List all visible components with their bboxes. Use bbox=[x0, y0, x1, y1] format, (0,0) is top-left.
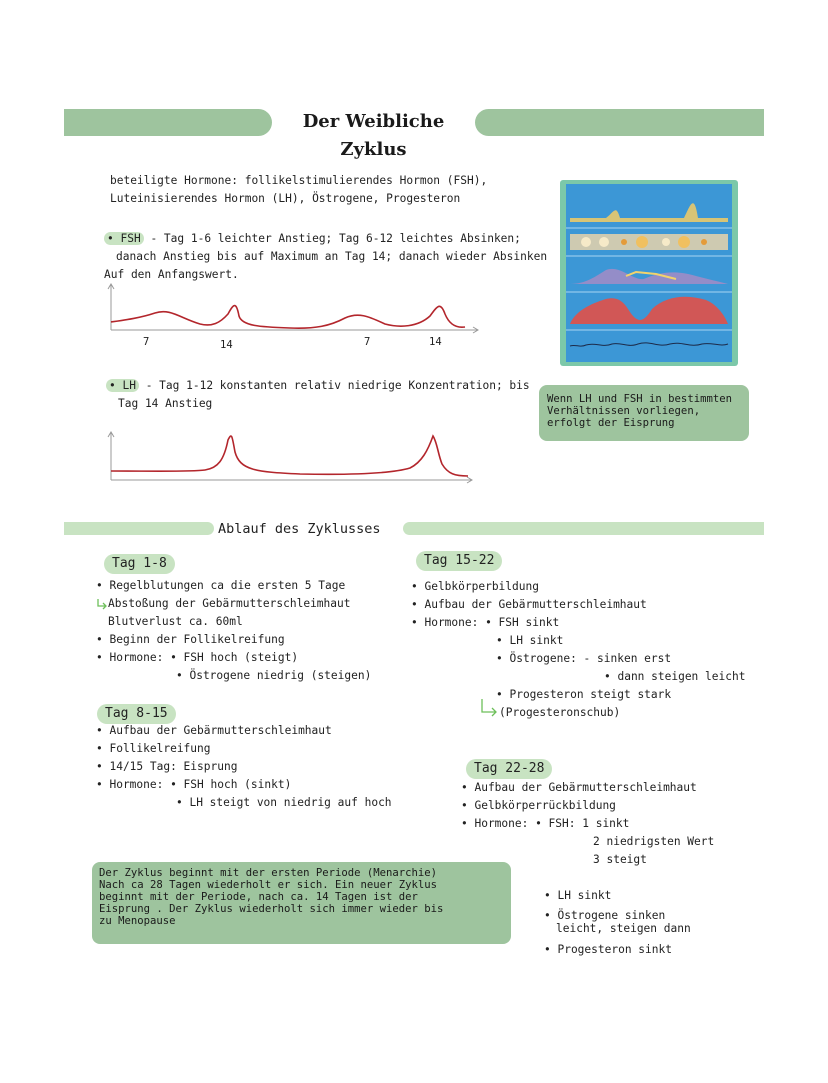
block-tag-8-15 bbox=[96, 722, 392, 812]
tag-1-8-line-3: Blutverlust ca. 60ml bbox=[108, 615, 243, 628]
fsh-tick-2: 14 bbox=[220, 339, 233, 351]
tag-22-28-line-1: • Aufbau der Gebärmutterschleimhaut bbox=[461, 781, 697, 794]
section-bar-right bbox=[403, 522, 764, 535]
block-tag-15-22 bbox=[411, 578, 745, 722]
tag-15-22-line-4: • LH sinkt bbox=[496, 634, 564, 647]
lh-curve bbox=[111, 436, 468, 476]
tag-8-15-line-1: • Aufbau der Gebärmutterschleimhaut bbox=[96, 724, 332, 737]
lh-label: • LH bbox=[106, 379, 139, 392]
tag-15-22-line-5: • Östrogene: - sinken erst bbox=[496, 652, 672, 665]
cycle-diagram-drawing bbox=[566, 184, 732, 362]
tag-8-15-line-5: • LH steigt von niedrig auf hoch bbox=[176, 796, 392, 809]
tag-1-8-line-2-text: Abstoßung der Gebärmutterschleimhaut bbox=[108, 597, 351, 610]
cycle-diagram-inner bbox=[566, 184, 732, 362]
fsh-label: • FSH bbox=[104, 232, 144, 245]
tag-15-22-line-3: • Hormone: • FSH sinkt bbox=[411, 616, 560, 629]
note-zyklus-line-3: beginnt mit der Periode, nach ca. 14 Tagen ist der bbox=[99, 891, 418, 903]
block-tag-22-28 bbox=[461, 779, 714, 869]
lh-description bbox=[106, 377, 536, 413]
fsh-tick-3: 7 bbox=[364, 336, 371, 348]
tag-1-8-line-4: • Beginn der Follikelreifung bbox=[96, 633, 285, 646]
intro-line-2: Luteinisierendes Hormon (LH), Östrogene, Progesteron bbox=[110, 192, 461, 205]
tag-1-8-line-1: • Regelblutungen ca die ersten 5 Tage bbox=[96, 579, 346, 592]
tag-8-15-line-3: • 14/15 Tag: Eisprung bbox=[96, 760, 238, 773]
note-eisprung bbox=[539, 385, 749, 441]
tag-22-28-line-7a: • Östrogene sinken bbox=[544, 909, 666, 922]
block-tag-22-28-cont bbox=[544, 887, 691, 959]
heading-tag-15-22: Tag 15-22 bbox=[416, 551, 502, 571]
heading-tag-1-8: Tag 1-8 bbox=[104, 554, 175, 574]
tag-1-8-line-2 bbox=[96, 595, 371, 613]
note-zyklus bbox=[92, 862, 511, 944]
heading-tag-8-15: Tag 8-15 bbox=[97, 704, 176, 724]
note-zyklus-line-4: Eisprung . Der Zyklus wiederholt sich immer wieder bis bbox=[99, 903, 444, 915]
tag-15-22-line-7: • Progesteron steigt stark bbox=[496, 688, 672, 701]
page-title: Der Weibliche Zyklus bbox=[302, 111, 445, 160]
fsh-curve bbox=[111, 306, 465, 329]
cycle-diagram-image bbox=[560, 180, 738, 366]
fsh-tick-4: 14 bbox=[429, 336, 442, 348]
section-bar-left bbox=[64, 522, 214, 535]
fsh-line-1: - Tag 1-6 leichter Anstieg; Tag 6-12 leichtes Absinken; bbox=[143, 232, 521, 245]
tag-15-22-line-1: • Gelbkörperbildung bbox=[411, 580, 539, 593]
intro-text bbox=[110, 172, 487, 208]
note-zyklus-line-1: Der Zyklus beginnt mit der ersten Periode (Menarchie) bbox=[99, 867, 438, 879]
tag-1-8-line-5: • Hormone: • FSH hoch (steigt) bbox=[96, 651, 299, 664]
tag-22-28-line-5: 3 steigt bbox=[593, 853, 647, 866]
title-bar-left bbox=[64, 109, 272, 136]
lh-line-2: Tag 14 Anstieg bbox=[118, 397, 213, 410]
fsh-tick-1: 7 bbox=[143, 336, 150, 348]
fsh-line-2: danach Anstieg bis auf Maximum an Tag 14; danach wieder Absinken bbox=[116, 250, 548, 263]
note-zyklus-line-5: zu Menopause bbox=[99, 915, 176, 927]
tag-1-8-line-6: • Östrogene niedrig (steigen) bbox=[176, 669, 372, 682]
tag-22-28-line-2: • Gelbkörperrückbildung bbox=[461, 799, 616, 812]
note-eisprung-line-1: Wenn LH und FSH in bestimmten bbox=[547, 393, 732, 405]
tag-15-22-line-8-text: (Progesteronschub) bbox=[499, 706, 621, 719]
tag-22-28-line-4: 2 niedrigsten Wert bbox=[593, 835, 715, 848]
fsh-description bbox=[104, 230, 554, 284]
intro-line-1: beteiligte Hormone: follikelstimulierendes Hormon (FSH), bbox=[110, 174, 488, 187]
tag-8-15-line-2: • Follikelreifung bbox=[96, 742, 211, 755]
note-eisprung-line-3: erfolgt der Eisprung bbox=[547, 417, 675, 429]
section-title: Ablauf des Zyklusses bbox=[218, 521, 381, 537]
tag-15-22-line-6: • dann steigen leicht bbox=[604, 670, 746, 683]
arrow-icon bbox=[479, 698, 499, 718]
note-eisprung-line-2: Verhältnissen vorliegen, bbox=[547, 405, 701, 417]
tag-22-28-line-8: • Progesteron sinkt bbox=[544, 943, 672, 956]
fsh-label-text: FSH bbox=[120, 232, 141, 245]
tag-15-22-line-8 bbox=[411, 704, 745, 722]
lh-line-1: - Tag 1-12 konstanten relativ niedrige Konzentration; bis bbox=[138, 379, 530, 392]
lh-label-text: LH bbox=[122, 379, 136, 392]
lh-curve-chart bbox=[100, 428, 485, 488]
tag-22-28-line-3: • Hormone: • FSH: 1 sinkt bbox=[461, 817, 630, 830]
arrow-icon bbox=[96, 598, 108, 610]
block-tag-1-8 bbox=[96, 577, 371, 685]
title-bar-right bbox=[475, 109, 764, 136]
tag-22-28-line-7b: leicht, steigen dann bbox=[556, 922, 691, 935]
note-zyklus-line-2: Nach ca 28 Tagen wiederholt er sich. Ein neuer Zyklus bbox=[99, 879, 438, 891]
tag-22-28-line-6: • LH sinkt bbox=[544, 889, 612, 902]
fsh-curve-chart bbox=[100, 280, 485, 350]
fsh-line-3: Auf den Anfangswert. bbox=[104, 268, 239, 281]
tag-8-15-line-4: • Hormone: • FSH hoch (sinkt) bbox=[96, 778, 292, 791]
heading-tag-22-28: Tag 22-28 bbox=[466, 759, 552, 779]
tag-15-22-line-2: • Aufbau der Gebärmutterschleimhaut bbox=[411, 598, 647, 611]
